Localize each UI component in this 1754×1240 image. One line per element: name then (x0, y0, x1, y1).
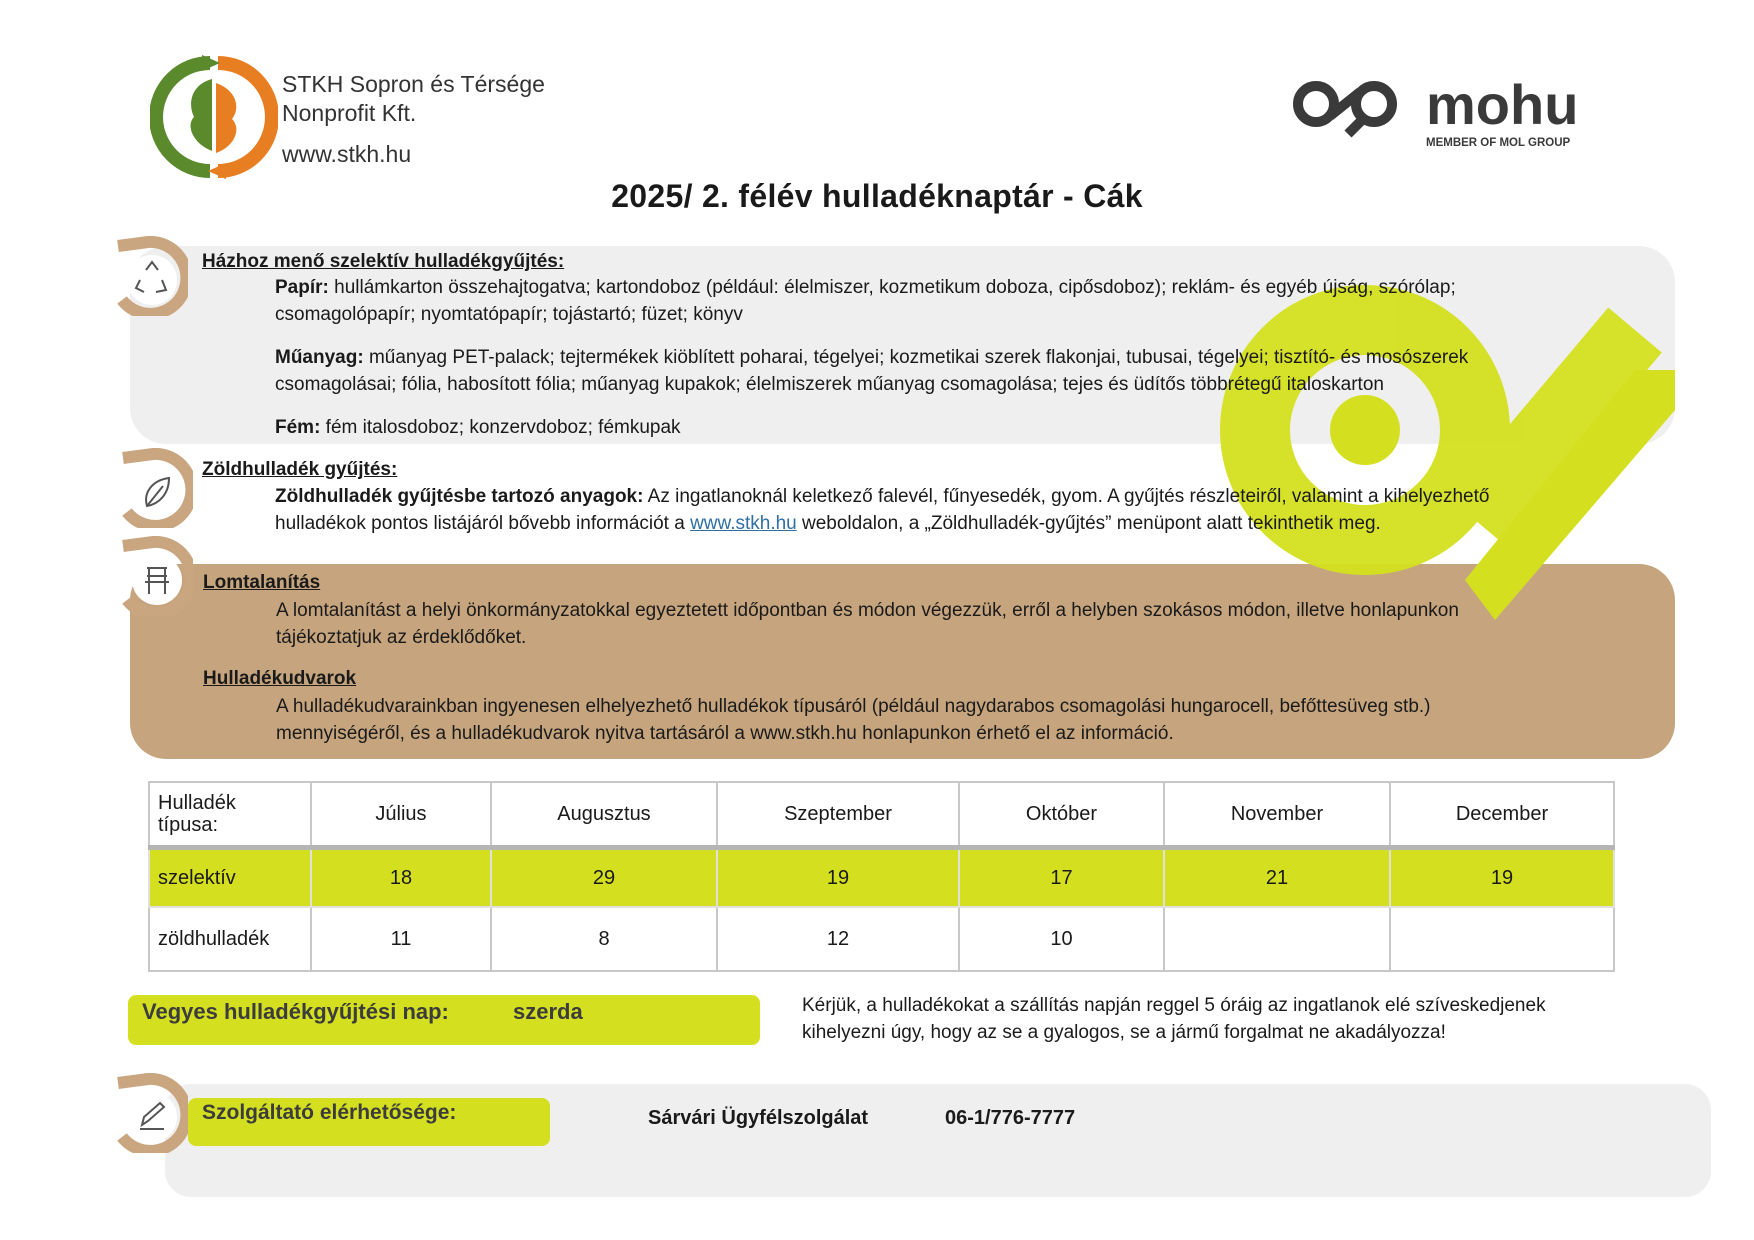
metal-label: Fém: (275, 417, 321, 438)
schedule-table (148, 781, 1615, 972)
day-cell: 21 (1164, 848, 1390, 908)
note-line1: Kérjük, a hulladékokat a szállítás napján reggel 5 óráig az ingatlanok elé szíveskedjenek (802, 995, 1546, 1016)
month-header: Augusztus (491, 782, 717, 848)
yards-line1: A hulladékudvarainkban ingyenesen elhelyezhető hulladékok típusáról (például nagydarabos csomagolási hungarocell, befőttesüveg stb.) (276, 696, 1431, 717)
stkh-link[interactable]: www.stkh.hu (690, 513, 797, 534)
mixed-waste-label: Vegyes hulladékgyűjtési nap: (142, 999, 449, 1024)
yards-heading: Hulladékudvarok (203, 668, 357, 689)
day-cell: 19 (1390, 848, 1614, 908)
mixed-waste-day: szerda (513, 999, 583, 1024)
note-line2: kihelyezni úgy, hogy az se a gyalogos, se a jármű forgalmat ne akadályozza! (802, 1022, 1446, 1043)
edit-icon (108, 1073, 188, 1153)
metal-desc: fém italosdoboz; konzervdoboz; fémkupak (320, 417, 681, 438)
day-cell: 10 (959, 907, 1164, 971)
row-type: zöldhulladék (149, 907, 311, 971)
day-cell: 19 (717, 848, 959, 908)
table-header-row (149, 782, 1614, 848)
green-text (275, 483, 1675, 537)
month-header: December (1390, 782, 1614, 848)
plastic-label: Műanyag: (275, 347, 364, 368)
paper-text (275, 274, 1675, 328)
green-line2-pre: hulladékok pontos listájáról bővebb információt a (275, 513, 691, 534)
yards-text (276, 693, 1676, 747)
contact-name: Sárvári Ügyfélszolgálat (648, 1107, 869, 1129)
type-header-line1: Hulladék (158, 792, 236, 814)
leaf-icon (113, 448, 193, 528)
paper-label: Papír: (275, 277, 329, 298)
type-column-header (149, 782, 311, 848)
day-cell: 11 (311, 907, 491, 971)
day-cell (1164, 907, 1390, 971)
collection-note (802, 992, 1682, 1046)
bulky-text (276, 597, 1676, 651)
recycle-icon (108, 236, 188, 316)
plastic-line2: csomagolásai; fólia, habosított fólia; műanyag kupakok; élelmiszerek műanyag csomagolása; tejes és üdítős többrétegű italoskarton (275, 374, 1384, 395)
partner-tagline: MEMBER OF MOL GROUP (1426, 137, 1571, 149)
plastic-text (275, 344, 1675, 398)
green-line1: Az ingatlanoknál keletkező falevél, fűnyesedék, gyom. A gyűjtés részleteiről, valamint a kihelyezhető (643, 486, 1490, 507)
partner-name: mohu (1426, 73, 1579, 136)
bulky-line1: A lomtalanítást a helyi önkormányzatokkal egyeztetett időpontban és módon végezzük, erről a helyben szokásos módon, illetve honlapunkon (276, 600, 1459, 621)
day-cell: 12 (717, 907, 959, 971)
mohu-logo (1290, 68, 1590, 158)
table-row (149, 907, 1614, 971)
org-name-line2: Nonprofit Kft. (282, 100, 417, 126)
selective-heading: Házhoz menő szelektív hulladékgyűjtés: (202, 251, 565, 272)
bulky-heading: Lomtalanítás (203, 572, 321, 593)
month-header: November (1164, 782, 1390, 848)
day-cell: 29 (491, 848, 717, 908)
type-header-line2: típusa: (158, 814, 219, 836)
green-heading: Zöldhulladék gyűjtés: (202, 459, 398, 480)
row-type: szelektív (149, 848, 311, 908)
metal-text (275, 414, 1675, 441)
org-info (282, 70, 545, 169)
day-cell (1390, 907, 1614, 971)
green-label: Zöldhulladék gyűjtésbe tartozó anyagok: (275, 486, 644, 507)
paper-line2: csomagolópapír; nyomtatópapír; tojástartó; füzet; könyv (275, 304, 743, 325)
table-row (149, 848, 1614, 908)
contact-label: Szolgáltató elérhetősége: (202, 1101, 457, 1124)
stkh-logo (150, 55, 278, 179)
month-header: Július (311, 782, 491, 848)
chair-icon (113, 536, 193, 616)
org-name-line1: STKH Sopron és Térsége (282, 71, 545, 97)
page-title: 2025/ 2. félév hulladéknaptár - Cák (611, 178, 1143, 214)
contact-phone[interactable]: 06-1/776-7777 (945, 1107, 1076, 1129)
yards-line2: mennyiségéről, és a hulladékudvarok nyitva tartásáról a www.stkh.hu honlapunkon érhető el az információ. (276, 723, 1174, 744)
org-url[interactable]: www.stkh.hu (282, 141, 412, 167)
month-header: Október (959, 782, 1164, 848)
month-header: Szeptember (717, 782, 959, 848)
day-cell: 8 (491, 907, 717, 971)
day-cell: 18 (311, 848, 491, 908)
paper-line1: hullámkarton összehajtogatva; kartondoboz (például: élelmiszer, kozmetikum doboza, cipősdoboz); reklám- és egyéb újság, szórólap; (328, 277, 1456, 298)
bulky-line2: tájékoztatjuk az érdeklődőket. (276, 627, 527, 648)
day-cell: 17 (959, 848, 1164, 908)
plastic-line1: műanyag PET-palack; tejtermékek kiöblített poharai, tégelyei; kozmetikai szerek flakonjai, tubusai, tégelyei; tisztító- és mosószerek (363, 347, 1469, 368)
green-line2-post: weboldalon, a „Zöldhulladék-gyűjtés” menüpont alatt tekinthetik meg. (796, 513, 1381, 534)
